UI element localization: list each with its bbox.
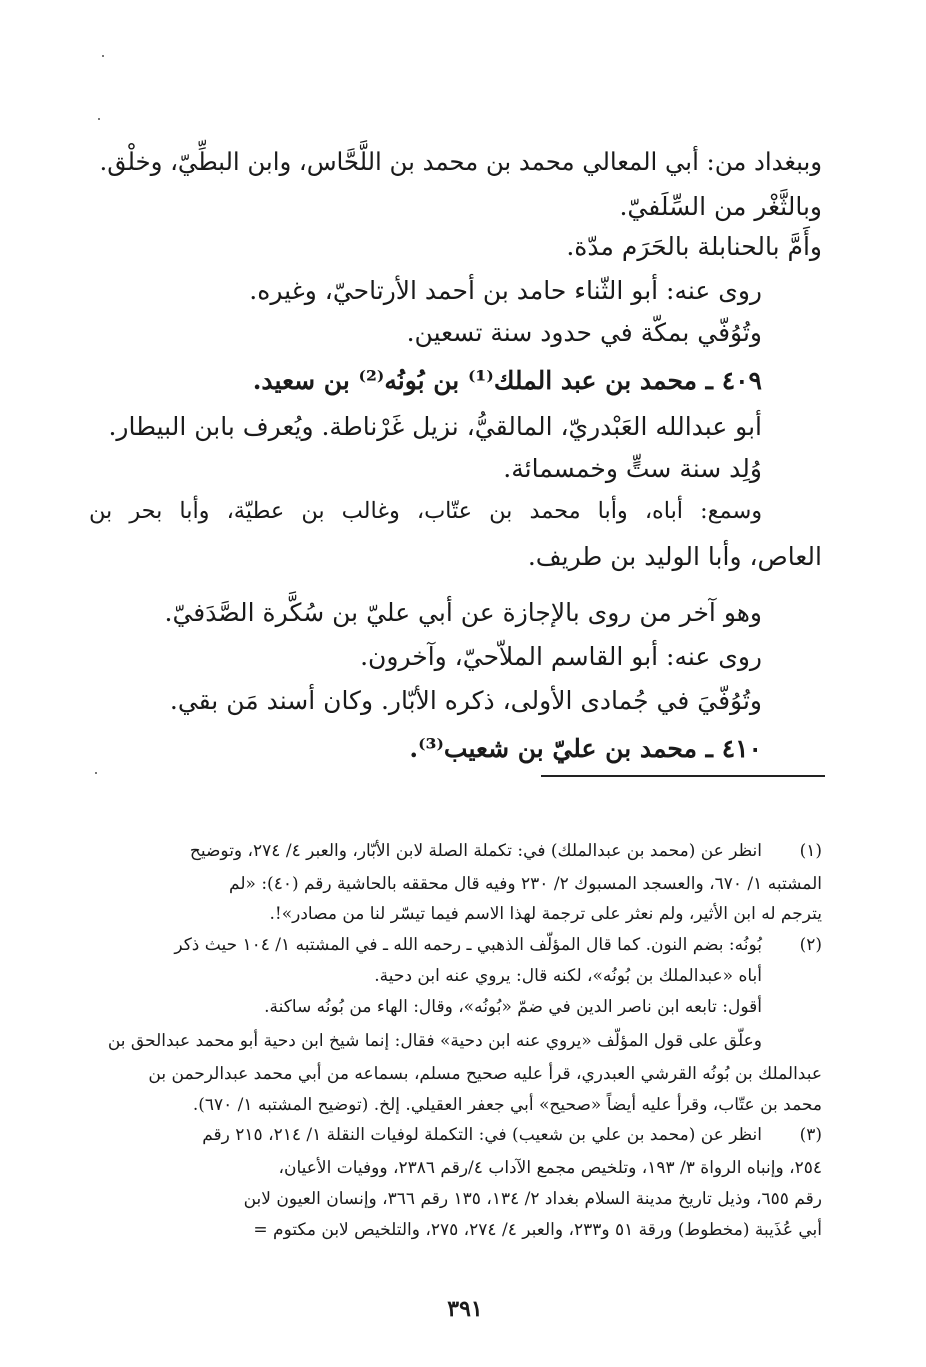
footnote-number: (٢) [799,935,822,955]
footnote-separator [541,775,825,777]
body-line: وسمع: أباه، وأبا محمد بن عتّاب، وغالب بن عطيّة، وأبا بحر بن [88,498,762,524]
entry-heading-409: ٤٠٩ ـ محمد بن عبد الملك⁽¹⁾ بن بُونُه⁽²⁾ بن سعيد. [252,366,762,395]
footnote-line: عبدالملك بن بُونُه القرشي العبدري، قرأ عليه صحيح مسلم، بسماعه من أبي محمد عبدالرحمن بن [148,1064,822,1084]
body-line: العاص، وأبا الوليد بن طريف. [527,542,822,571]
footnote-line: محمد بن عتّاب، وقرأ عليه أيضاً «صحيح» أبي جعفر العقيلي. إلخ. (توضيح المشتبه ١/ ٦٧٠). [192,1095,822,1115]
footnote-line: يترجم له ابن الأثير، ولم نعثر على ترجمة لهذا الاسم فيما تيسّر لنا من مصادر»!. [269,904,822,924]
footnote-line: ٢٥٤، وإنباه الرواة ٣/ ١٩٣، وتلخيص مجمع الآداب ٤/رقم ٢٣٨٦، ووفيات الأعيان، [278,1158,822,1178]
footnote-number: (١) [799,841,822,861]
body-line: روى عنه: أبو الثّناء حامد بن أحمد الأرتاحيّ، وغيره. [249,276,762,305]
scan-speck [95,772,97,774]
footnote-line: وعلّق على قول المؤلّف «يروي عنه ابن دحية» فقال: إنما شيخ ابن دحية أبو محمد عبدالحق بن [107,1031,762,1051]
footnote-line: رقم ٦٥٥، وذيل تاريخ مدينة السلام بغداد ٢/ ١٣٤، ١٣٥ رقم ٣٦٦، وإنسان العيون لابن [243,1189,822,1209]
body-line: أبو عبدالله العَبْدريّ، المالقيُّ، نزيل غَرْناطة. ويُعرف بابن البيطار. [108,412,762,441]
footnote-line: بُونُه: بضم النون. كما قال المؤلّف الذهبي ـ رحمه الله ـ في المشتبه ١/ ١٠٤ حيث ذكر [174,935,762,955]
scan-speck [98,118,100,120]
body-line: وببغداد من: أبي المعالي محمد بن محمد بن اللَّحَّاس، وابن البطِّيّ، وخلْق. [99,147,822,176]
page-number: ٣٩١ [447,1296,483,1322]
body-line: وُلِد سنة ستٍّ وخمسمائة. [503,454,762,483]
footnote-line: انظر عن (محمد بن عبدالملك) في: تكملة الصلة لابن الأبّار، والعبر ٤/ ٢٧٤، وتوضيح [189,841,762,861]
body-line: وبالثَّغْر من السِّلَفيّ. [619,192,822,221]
body-line: وهو آخر من روى بالإجازة عن أبي عليّ بن سُكَّرة الصَّدَفيّ. [164,598,762,627]
footnote-line: أقول: تابعه ابن ناصر الدين في ضمّ «بُونُه»، وقال: الهاء من بُونُه ساكنة. [264,997,762,1017]
footnote-line: أباه «عبدالملك بن بُونُه»، لكنه قال: يروي عنه ابن دحية. [374,966,762,986]
body-line: وأَمَّ بالحنابلة بالحَرَم مدّة. [566,232,822,261]
footnote-line: المشتبه ١/ ٦٧٠، والعسجد المسبوك ٢/ ٢٣٠ وفيه قال محققه بالحاشية رقم (٤٠): «لم [229,874,822,894]
entry-heading-410: ٤١٠ ـ محمد بن عليّ بن شعيب⁽³⁾. [409,734,762,763]
footnote-number: (٣) [799,1125,822,1145]
scan-speck [102,55,104,57]
footnote-line: أبي عُذَيبة (مخطوط) ورقة ٥١ و٢٣٣، والعبر ٤/ ٢٧٤، ٢٧٥، والتلخيص لابن مكتوم = [253,1220,822,1240]
body-line: وتُوُفّيَ في جُمادى الأولى، ذكره الأبّار. وكان أسند مَن بقي. [169,686,762,715]
body-line: وتُوُفّي بمكّة في حدود سنة تسعين. [406,318,762,347]
body-line: روى عنه: أبو القاسم الملاّحيّ، وآخرون. [360,642,762,671]
footnote-line: انظر عن (محمد بن علي بن شعيب) في: التكملة لوفيات النقلة ١/ ٢١٤، ٢١٥ رقم [202,1125,762,1145]
